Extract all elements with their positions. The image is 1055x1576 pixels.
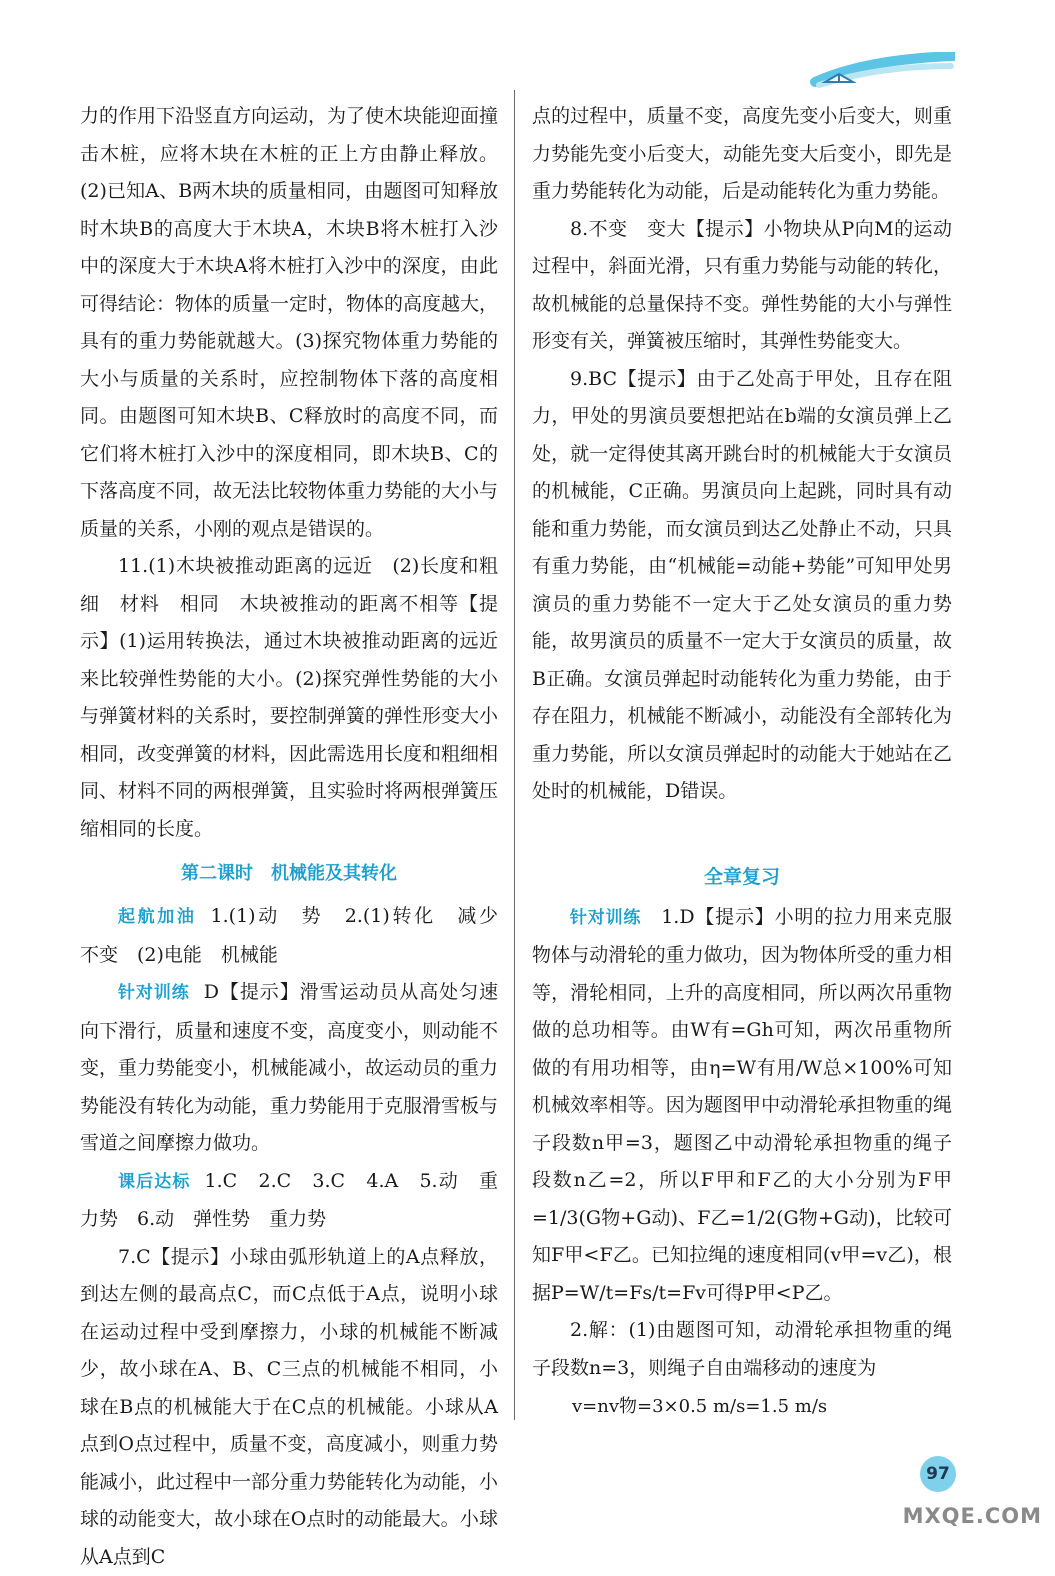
answer-9: 9.BC【提示】由于乙处高于甲处，且存在阻力，甲处的男演员要想把站在b端的女演员弹上乙处，就一定得使其离开跳台时的机械能大于女演员的机械能，C正确。男演员向上起跳，同时具有动能和重力势能，而女演员到达乙处静止不动，只具有重力势能，由“机械能=动能+势能”可知甲处男演员的重力势能不一定大于乙处女演员的重力势能，故男演员的质量不一定大于女演员的质量，故B正确。女演员弹起时动能转化为重力势能，由于存在阻力，机械能不断减小，动能没有全部转化为重力势能，所以女演员弹起时的动能大于她站在乙处时的机械能，D错误。: [532, 361, 952, 811]
kehou-block: [80, 1163, 498, 1239]
right-paragraph-continued: 点的过程中，质量不变，高度先变小后变大，则重力势能先变小后变大，动能先变大后变小，即先是重力势能转化为动能，后是动能转化为重力势能。: [532, 98, 952, 211]
right-column: [532, 98, 952, 1427]
header-book-logo: [805, 52, 955, 88]
answer-2: 2.解：(1)由题图可知，动滑轮承担物重的绳子段数n=3，则绳子自由端移动的速度为: [532, 1312, 952, 1387]
review-zhendui-block: [532, 899, 952, 1313]
left-paragraph-continued: 力的作用下沿竖直方向运动，为了使木块能迎面撞击木桩，应将木块在木桩的正上方由静止释放。(2)已知A、B两木块的质量相同，由题图可知释放时木块B的高度大于木块A，木块B将木桩打入沙中的深度大于木块A将木桩打入沙中的深度，由此可得结论：物体的质量一定时，物体的高度越大，具有的重力势能就越大。(3)探究物体重力势能的大小与质量的关系时，应控制物体下落的高度相同。由题图可知木块B、C释放时的高度不同，而它们将木桩打入沙中的深度相同，即木块B、C的下落高度不同，故无法比较物体重力势能的大小与质量的关系，小刚的观点是错误的。: [80, 98, 498, 548]
zhendui-block: [80, 974, 498, 1163]
column-divider: [514, 90, 515, 1420]
qihang-text: 1.(1)动 势 2.(1)转化 减少 不变 (2)电能 机械能: [80, 905, 517, 966]
watermark-url: MXQE.COM: [903, 1504, 1042, 1528]
answer-11: 11.(1)木块被推动距离的远近 (2)长度和粗细 材料 相同 木块被推动的距离不相等【提示】(1)运用转换法，通过木块被推动距离的远近来比较弹性势能的大小。(2)探究弹性势能的大小与弹簧材料的关系时，要控制弹簧的弹性形变大小相同，改变弹簧的材料，因此需选用长度和粗细相同、材料不同的两根弹簧，且实验时将两根弹簧压缩相同的长度。: [80, 548, 498, 848]
section-title-chapter-review: 全章复习: [532, 857, 952, 897]
left-column: [80, 98, 498, 1576]
kehou-label: 课后达标: [118, 1172, 191, 1192]
watermark-logo: [880, 1448, 1050, 1532]
zhendui-label: 针对训练: [118, 983, 190, 1003]
section-title-lesson-2: 第二课时 机械能及其转化: [80, 854, 498, 894]
page-number: 97: [920, 1456, 956, 1492]
qihang-block: [80, 898, 498, 974]
review-zhendui-text: 1.D【提示】小明的拉力用来克服物体与动滑轮的重力做功，因为物体所受的重力相等，滑轮相同，上升的高度相同，所以两次吊重物做的总功相等。由W有=Gh可知，两次吊重物所做的有用功相等，由η=W有用/W总×100%可知机械效率相等。因为题图甲中动滑轮承担物重的绳子段数n甲=3，题图乙中动滑轮承担物重的绳子段数n乙=2，所以F甲和F乙的大小分别为F甲=1/3(G物+G动)、F乙=1/2(G物+G动)，比较可知F甲<F乙。已知拉绳的速度相同(v甲=v乙)，根据P=W/t=Fs/t=Fv可得P甲<P乙。: [532, 906, 952, 1304]
kehou-text: 1.C 2.C 3.C 4.A 5.动 重力势 6.动 弹性势 重力势: [80, 1170, 498, 1231]
velocity-equation: v=nv物=3×0.5 m/s=1.5 m/s: [532, 1387, 952, 1427]
answer-7: 7.C【提示】小球由弧形轨道上的A点释放，到达左侧的最高点C，而C点低于A点，说明小球在运动过程中受到摩擦力，小球的机械能不断减少，故小球在A、B、C三点的机械能不相同，小球在B点的机械能大于在C点的机械能。小球从A点到O点过程中，质量不变，高度减小，则重力势能减小，此过程中一部分重力势能转化为动能，小球的动能变大，故小球在O点时的动能最大。小球从A点到C: [80, 1239, 498, 1576]
zhendui-text: D【提示】滑雪运动员从高处匀速向下滑行，质量和速度不变，高度变小，则动能不变，重力势能变小，机械能减小，故运动员的重力势能没有转化为动能，重力势能用于克服滑雪板与雪道之间摩擦力做功。: [80, 981, 498, 1154]
review-zhendui-label: 针对训练: [570, 908, 641, 928]
qihang-label: 起航加油: [118, 907, 197, 927]
answer-8: 8.不变 变大【提示】小物块从P向M的运动过程中，斜面光滑，只有重力势能与动能的转化，故机械能的总量保持不变。弹性势能的大小与弹性形变有关，弹簧被压缩时，其弹性势能变大。: [532, 211, 952, 361]
